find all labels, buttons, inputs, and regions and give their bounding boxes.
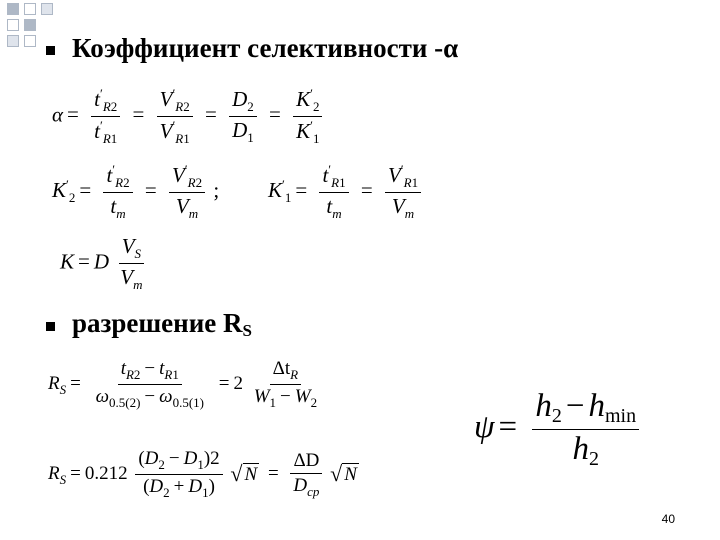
bullet-icon (46, 46, 55, 55)
decor-square (7, 19, 19, 31)
heading-selectivity-text: Коэффициент селективности -α (72, 33, 459, 63)
formula-psi: ψ = $\frac{h_2 - h_{min}}{h_2}$ (474, 388, 642, 471)
bullet-icon (46, 322, 55, 331)
formula-k2: $K'_2$ = $\frac{t'_{R2}}{t_m}$ = $\frac{V'_{R2}}{V_m}$ ; (52, 162, 220, 221)
decor-square (41, 3, 53, 15)
formula-rs-width: $R_S$ = $\frac{t_{R2} - t_{R1}}{\omega_{0.5(2)} - \omega_{0.5(1)}}$ = 2 $\frac{\Delta t_R}{W_1 - W_2}$ (48, 358, 318, 410)
heading-selectivity (72, 33, 458, 64)
decor-square (24, 19, 36, 31)
page-number: 40 (661, 512, 675, 526)
heading-resolution-text: разрешение R (72, 308, 243, 338)
decor-square (24, 3, 36, 15)
decor-square (24, 35, 36, 47)
formula-alpha: α = $\frac{t'_{R2}}{t'_{R1}}$ = $\frac{V'_{R2}}{V'_{R1}}$ = $\frac{D_2}{D_1}$ = $\frac{K'_2}{K'_1}$ (52, 86, 325, 147)
formula-k: K = D $\frac{V_S}{V_m}$ (60, 234, 143, 292)
formula-rs-n: $R_S = 0.212$ $\frac{(D_2 - D_1)2}{(D_2 + D_1)}$ √ N = $\frac{\Delta D}{D_{cp}}$ √ N (48, 448, 357, 500)
decor-square (7, 3, 19, 15)
decor-square (7, 35, 19, 47)
heading-resolution: разрешение $R_S$ (72, 308, 252, 340)
formula-k1: $K'_1$ = $\frac{t'_{R1}}{t_m}$ = $\frac{V'_{R1}}{V_m}$ (268, 162, 424, 222)
